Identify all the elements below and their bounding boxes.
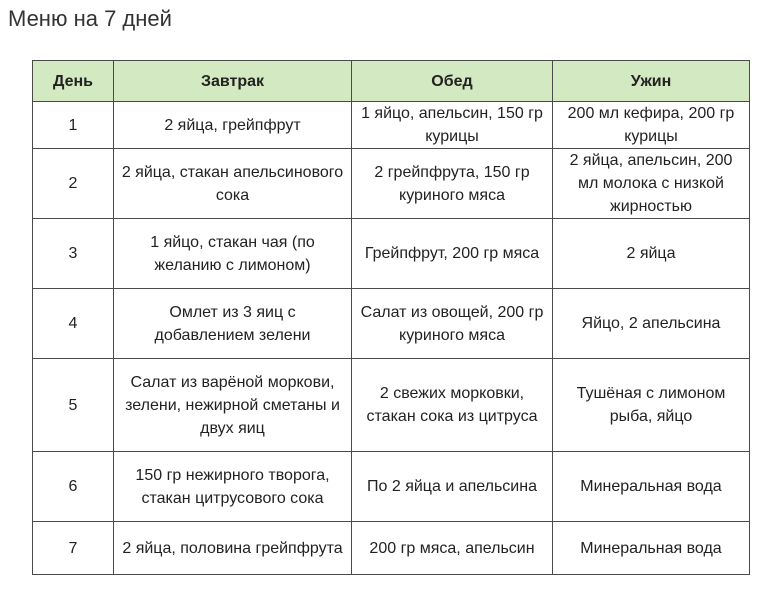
page-title: Меню на 7 дней bbox=[8, 6, 172, 31]
cell-day: 4 bbox=[33, 289, 114, 359]
cell-day: 6 bbox=[33, 452, 114, 522]
header-dinner: Ужин bbox=[553, 61, 750, 102]
table-row bbox=[33, 452, 750, 522]
cell-dinner: Минеральная вода bbox=[553, 452, 750, 522]
table-header-row bbox=[33, 61, 750, 102]
cell-breakfast: 2 яйца, стакан апельсинового сока bbox=[114, 149, 352, 219]
menu-table bbox=[32, 60, 750, 575]
header-day: День bbox=[33, 61, 114, 102]
cell-dinner: 2 яйца bbox=[553, 219, 750, 289]
header-lunch: Обед bbox=[352, 61, 553, 102]
table-row bbox=[33, 359, 750, 452]
table-row bbox=[33, 289, 750, 359]
cell-lunch: 2 грейпфрута, 150 гр куриного мяса bbox=[352, 149, 553, 219]
table-row bbox=[33, 102, 750, 149]
cell-dinner: Тушёная с лимоном рыба, яйцо bbox=[553, 359, 750, 452]
cell-breakfast: 1 яйцо, стакан чая (по желанию с лимоном) bbox=[114, 219, 352, 289]
cell-dinner: 200 мл кефира, 200 гр курицы bbox=[553, 102, 750, 149]
cell-lunch: 2 свежих морковки, стакан сока из цитруса bbox=[352, 359, 553, 452]
cell-lunch: 1 яйцо, апельсин, 150 гр курицы bbox=[352, 102, 553, 149]
cell-breakfast: 150 гр нежирного творога, стакан цитрусового сока bbox=[114, 452, 352, 522]
cell-dinner: Минеральная вода bbox=[553, 522, 750, 575]
cell-breakfast: Салат из варёной моркови, зелени, нежирной сметаны и двух яиц bbox=[114, 359, 352, 452]
cell-lunch: 200 гр мяса, апельсин bbox=[352, 522, 553, 575]
table-row bbox=[33, 149, 750, 219]
table-row bbox=[33, 219, 750, 289]
cell-lunch: По 2 яйца и апельсина bbox=[352, 452, 553, 522]
cell-breakfast: 2 яйца, половина грейпфрута bbox=[114, 522, 352, 575]
cell-dinner: Яйцо, 2 апельсина bbox=[553, 289, 750, 359]
cell-day: 7 bbox=[33, 522, 114, 575]
header-breakfast: Завтрак bbox=[114, 61, 352, 102]
cell-day: 1 bbox=[33, 102, 114, 149]
cell-dinner: 2 яйца, апельсин, 200 мл молока с низкой жирностью bbox=[553, 149, 750, 219]
cell-day: 2 bbox=[33, 149, 114, 219]
cell-lunch: Грейпфрут, 200 гр мяса bbox=[352, 219, 553, 289]
cell-breakfast: 2 яйца, грейпфрут bbox=[114, 102, 352, 149]
table-row bbox=[33, 522, 750, 575]
cell-breakfast: Омлет из 3 яиц с добавлением зелени bbox=[114, 289, 352, 359]
cell-lunch: Салат из овощей, 200 гр куриного мяса bbox=[352, 289, 553, 359]
cell-day: 5 bbox=[33, 359, 114, 452]
cell-day: 3 bbox=[33, 219, 114, 289]
